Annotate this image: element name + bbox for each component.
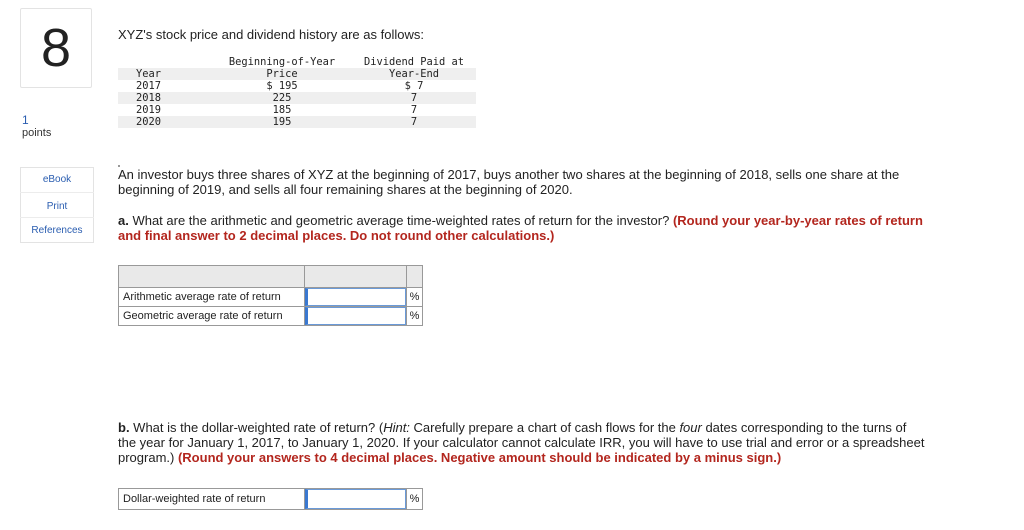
print-link[interactable]: Print	[46, 201, 68, 212]
year-cell: 2019	[136, 104, 162, 116]
divider	[20, 217, 94, 218]
percent-unit: %	[407, 288, 423, 307]
percent-unit: %	[407, 307, 423, 326]
part-a-label: a.	[118, 213, 129, 228]
geometric-average-label: Geometric average rate of return	[119, 307, 305, 326]
stock-history-table	[118, 56, 476, 128]
dollar-weighted-label: Dollar-weighted rate of return	[119, 489, 305, 510]
percent-unit: %	[407, 489, 423, 510]
part-b-text: Carefully prepare a chart of cash flows for the	[409, 420, 680, 435]
scenario-text: An investor buys three shares of XYZ at the beginning of 2017, buys another two shares at the beginning of 2018, sells one share at the beginning of 2019, and sells all four remaining shares at the beginning of 2020.	[118, 167, 900, 197]
hint-label: Hint:	[383, 420, 410, 435]
ebook-link[interactable]: eBook	[42, 174, 72, 185]
arithmetic-average-input[interactable]	[305, 288, 406, 306]
part-b-text: dates corresponding to the turns of the year for January 1, 2017, to January 1, 2020. If your calculator cannot calculate IRR, you will have to use trial and error or a spreadsheet program.)	[118, 420, 925, 465]
intro-text: XYZ's stock price and dividend history are as follows:	[118, 27, 424, 42]
part-b-answer-table	[118, 488, 423, 510]
part-b-text: What is the dollar-weighted rate of return? (	[129, 420, 384, 435]
price-cell: 195	[212, 116, 352, 128]
header-year: Year	[118, 68, 212, 80]
part-b-instruction: (Round your answers to 4 decimal places. Negative amount should be indicated by a minus sign.)	[177, 450, 782, 465]
part-a-question	[118, 213, 928, 243]
header-price: Price	[212, 68, 352, 80]
part-a-instruction: (Round your year-by-year rates of return and final answer to 2 decimal places. Do not round other calculations.)	[118, 213, 923, 243]
part-a-text: What are the arithmetic and geometric average time-weighted rates of return for the investor?	[128, 213, 673, 228]
price-cell: 185	[272, 104, 292, 116]
part-a-answer-table	[118, 265, 423, 326]
dividend-cell: 7	[352, 116, 476, 128]
dollar-weighted-input[interactable]	[305, 489, 406, 509]
price-cell: 225	[212, 92, 352, 104]
part-b-question	[118, 420, 928, 465]
four-emphasis: four	[679, 420, 702, 435]
geometric-average-input[interactable]	[305, 307, 406, 325]
year-cell: 2017	[136, 80, 162, 92]
year-cell: 2020	[118, 116, 212, 128]
points-value: 1	[22, 113, 29, 127]
question-number: 8	[20, 8, 92, 88]
header-dividend-paid-at: Dividend Paid at	[363, 56, 465, 68]
part-b-label: b.	[118, 420, 130, 435]
divider	[20, 192, 94, 193]
header-beginning-of-year: Beginning-of-Year	[228, 56, 336, 68]
points-label: points	[22, 127, 52, 139]
dividend-cell: 7	[410, 104, 418, 116]
header-year-end: Year-End	[352, 68, 476, 80]
references-link[interactable]: References	[31, 225, 83, 236]
price-cell: $ 195	[266, 80, 298, 92]
year-cell: 2018	[118, 92, 212, 104]
dividend-cell: 7	[352, 92, 476, 104]
arithmetic-average-label: Arithmetic average rate of return	[119, 288, 305, 307]
dividend-cell: $ 7	[404, 80, 424, 92]
